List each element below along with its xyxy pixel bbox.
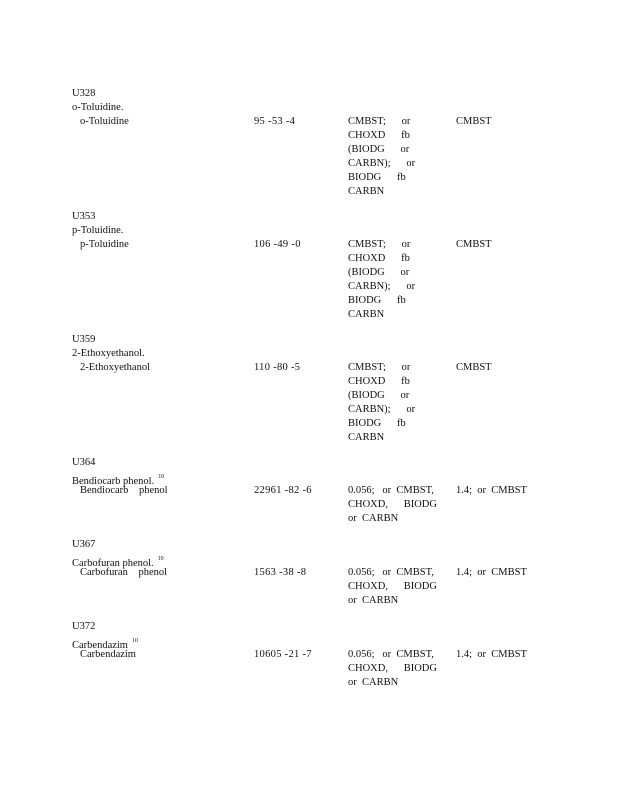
- nonwastewater-standard: CMBST: [456, 116, 492, 127]
- footnote-ref: 10: [158, 474, 165, 480]
- nonwastewater-standard: CMBST: [456, 239, 492, 250]
- standard-line: BIODG fb: [348, 172, 406, 183]
- wastewater-standard: [348, 361, 415, 445]
- cas-number: 22961 -82 -6: [254, 485, 312, 496]
- standard-line: (BIODG or: [348, 390, 410, 401]
- nonwastewater-standard: 1.4; or CMBST: [456, 567, 527, 578]
- chemical-name: 2-Ethoxyethanol.: [72, 348, 145, 359]
- waste-code: U364: [72, 457, 96, 468]
- nonwastewater-standard: CMBST: [456, 362, 492, 373]
- standard-line: CARBN); or: [348, 158, 416, 169]
- standard-line: 0.056; or CMBST,: [348, 567, 434, 578]
- standard-line: CHOXD fb: [348, 376, 410, 387]
- standard-line: or CARBN: [348, 595, 399, 606]
- waste-code: U359: [72, 334, 96, 345]
- standard-line: or CARBN: [348, 513, 399, 524]
- cas-number: 1563 -38 -8: [254, 567, 307, 578]
- waste-code: U328: [72, 88, 96, 99]
- standard-line: (BIODG or: [348, 267, 410, 278]
- footnote-ref: 10: [157, 556, 164, 562]
- standard-line: 0.056; or CMBST,: [348, 485, 434, 496]
- waste-code: U353: [72, 211, 96, 222]
- standard-line: CMBST; or: [348, 116, 411, 127]
- chemical-name: o-Toluidine.: [72, 102, 124, 113]
- standard-line: (BIODG or: [348, 144, 410, 155]
- wastewater-standard: [348, 238, 415, 322]
- constituent-name: Bendiocarb phenol: [80, 485, 168, 496]
- chemical-name: Carbofuran phenol. $^{10}$: [72, 556, 164, 569]
- nonwastewater-standard: 1.4; or CMBST: [456, 649, 527, 660]
- cas-number: 10605 -21 -7: [254, 649, 312, 660]
- standard-line: BIODG fb: [348, 418, 406, 429]
- standard-line: CARBN); or: [348, 281, 416, 292]
- standard-line: CHOXD fb: [348, 253, 410, 264]
- footnote-ref: 10: [131, 638, 138, 644]
- constituent-name: Carbofuran phenol: [80, 567, 168, 578]
- standard-line: CMBST; or: [348, 362, 411, 373]
- standard-line: BIODG fb: [348, 295, 406, 306]
- wastewater-standard: [348, 484, 437, 526]
- wastewater-standard: [348, 115, 415, 199]
- constituent-name: 2-Ethoxyethanol: [80, 362, 150, 373]
- standard-line: CHOXD, BIODG: [348, 581, 437, 592]
- standard-line: or CARBN: [348, 677, 399, 688]
- waste-code: U372: [72, 621, 96, 632]
- wastewater-standard: [348, 566, 437, 608]
- standard-line: CARBN: [348, 432, 385, 443]
- constituent-name: o-Toluidine: [80, 116, 129, 127]
- standard-line: CARBN); or: [348, 404, 416, 415]
- waste-code: U367: [72, 539, 96, 550]
- wastewater-standard: [348, 648, 437, 690]
- chemical-name: p-Toluidine.: [72, 225, 124, 236]
- chemical-name: Bendiocarb phenol. $^{10}$: [72, 474, 165, 487]
- standard-line: CARBN: [348, 309, 385, 320]
- standard-line: CMBST; or: [348, 239, 411, 250]
- chemical-name: Carbendazim $^{10}$: [72, 638, 138, 651]
- nonwastewater-standard: 1.4; or CMBST: [456, 485, 527, 496]
- cas-number: 106 -49 -0: [254, 239, 301, 250]
- standard-line: CHOXD, BIODG: [348, 499, 437, 510]
- cas-number: 110 -80 -5: [254, 362, 301, 373]
- standard-line: CHOXD, BIODG: [348, 663, 437, 674]
- cas-number: 95 -53 -4: [254, 116, 296, 127]
- standard-line: CHOXD fb: [348, 130, 410, 141]
- standard-line: 0.056; or CMBST,: [348, 649, 434, 660]
- standard-line: CARBN: [348, 186, 385, 197]
- constituent-name: Carbendazim: [80, 649, 136, 660]
- constituent-name: p-Toluidine: [80, 239, 129, 250]
